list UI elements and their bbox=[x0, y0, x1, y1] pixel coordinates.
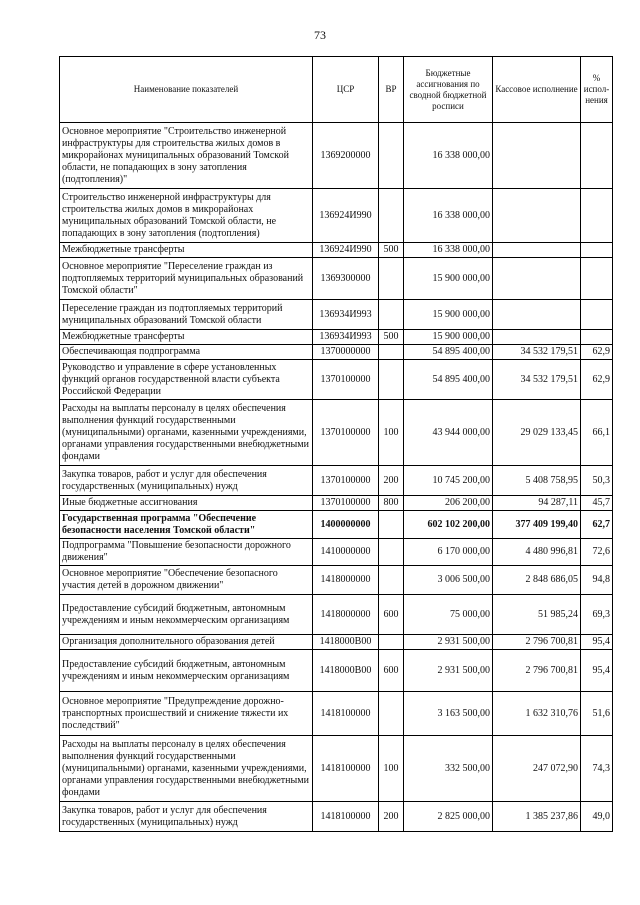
table-row bbox=[60, 736, 613, 802]
cell-budget: 16 338 000,00 bbox=[404, 189, 493, 243]
cell-name: Предоставление субсидий бюджетным, автономным учреждениям и иным некоммерческим организациям bbox=[60, 595, 313, 635]
cell-name: Расходы на выплаты персоналу в целях обеспечения выполнения функций государственными (муниципальными) органами, казенными учреждениями, органами управления государственными внебюджетными фондами bbox=[60, 736, 313, 802]
table-row bbox=[60, 300, 613, 330]
table-row bbox=[60, 345, 613, 360]
cell-vr bbox=[379, 345, 404, 360]
cell-name: Основное мероприятие "Предупреждение дорожно-транспортных происшествий и снижение тяжести их последствий" bbox=[60, 692, 313, 736]
table-row bbox=[60, 400, 613, 466]
table-row bbox=[60, 802, 613, 832]
table-row bbox=[60, 566, 613, 595]
cell-budget: 332 500,00 bbox=[404, 736, 493, 802]
cell-pct: 45,7 bbox=[581, 496, 613, 511]
cell-cash: 5 408 758,95 bbox=[493, 466, 581, 496]
cell-pct bbox=[581, 123, 613, 189]
cell-vr: 800 bbox=[379, 496, 404, 511]
cell-cash: 2 796 700,81 bbox=[493, 650, 581, 692]
cell-budget: 15 900 000,00 bbox=[404, 330, 493, 345]
cell-pct: 50,3 bbox=[581, 466, 613, 496]
cell-name: Руководство и управление в сфере установленных функций органов государственной власти субъекта Российской Федерации bbox=[60, 360, 313, 400]
cell-budget: 6 170 000,00 bbox=[404, 539, 493, 566]
table-row bbox=[60, 189, 613, 243]
cell-pct bbox=[581, 189, 613, 243]
cell-pct: 49,0 bbox=[581, 802, 613, 832]
cell-budget: 16 338 000,00 bbox=[404, 243, 493, 258]
cell-vr: 200 bbox=[379, 802, 404, 832]
cell-cash: 94 287,11 bbox=[493, 496, 581, 511]
table-body bbox=[60, 123, 613, 832]
cell-budget: 602 102 200,00 bbox=[404, 511, 493, 539]
cell-budget: 2 931 500,00 bbox=[404, 635, 493, 650]
cell-vr: 100 bbox=[379, 400, 404, 466]
cell-budget: 3 163 500,00 bbox=[404, 692, 493, 736]
cell-cash: 1 632 310,76 bbox=[493, 692, 581, 736]
cell-csr: 1370100000 bbox=[313, 400, 379, 466]
cell-vr bbox=[379, 360, 404, 400]
cell-name: Закупка товаров, работ и услуг для обеспечения государственных (муниципальных) нужд bbox=[60, 466, 313, 496]
cell-csr: 1418100000 bbox=[313, 692, 379, 736]
cell-vr bbox=[379, 189, 404, 243]
cell-vr bbox=[379, 692, 404, 736]
cell-csr: 1418000000 bbox=[313, 566, 379, 595]
cell-csr: 136924И990 bbox=[313, 189, 379, 243]
cell-csr: 1370100000 bbox=[313, 360, 379, 400]
cell-vr: 500 bbox=[379, 330, 404, 345]
cell-name: Межбюджетные трансферты bbox=[60, 330, 313, 345]
cell-vr bbox=[379, 258, 404, 300]
table-row bbox=[60, 511, 613, 539]
cell-pct bbox=[581, 300, 613, 330]
header-cash: Кассовое исполнение bbox=[493, 57, 581, 123]
cell-vr bbox=[379, 539, 404, 566]
cell-name: Предоставление субсидий бюджетным, автономным учреждениям и иным некоммерческим организациям bbox=[60, 650, 313, 692]
table-header-row bbox=[60, 57, 613, 123]
cell-budget: 2 931 500,00 bbox=[404, 650, 493, 692]
header-name: Наименование показателей bbox=[60, 57, 313, 123]
table-row bbox=[60, 330, 613, 345]
cell-name: Межбюджетные трансферты bbox=[60, 243, 313, 258]
cell-pct: 66,1 bbox=[581, 400, 613, 466]
cell-name: Организация дополнительного образования детей bbox=[60, 635, 313, 650]
cell-vr bbox=[379, 566, 404, 595]
cell-csr: 1418100000 bbox=[313, 736, 379, 802]
page-number: 73 bbox=[314, 28, 326, 42]
cell-pct bbox=[581, 243, 613, 258]
cell-csr: 136924И990 bbox=[313, 243, 379, 258]
cell-name: Основное мероприятие "Строительство инженерной инфраструктуры для строительства жилых домов в микрорайонах муниципальных образований Томской области, не попадающих в зону затопления (подтопления)" bbox=[60, 123, 313, 189]
cell-vr: 200 bbox=[379, 466, 404, 496]
cell-pct: 74,3 bbox=[581, 736, 613, 802]
cell-budget: 75 000,00 bbox=[404, 595, 493, 635]
cell-name: Основное мероприятие "Обеспечение безопасного участия детей в дорожном движении" bbox=[60, 566, 313, 595]
cell-name: Основное мероприятие "Переселение граждан из подтопляемых территорий муниципальных образований Томской области" bbox=[60, 258, 313, 300]
cell-pct: 95,4 bbox=[581, 635, 613, 650]
cell-vr: 100 bbox=[379, 736, 404, 802]
cell-cash: 51 985,24 bbox=[493, 595, 581, 635]
cell-cash: 1 385 237,86 bbox=[493, 802, 581, 832]
cell-cash: 2 796 700,81 bbox=[493, 635, 581, 650]
cell-vr: 600 bbox=[379, 595, 404, 635]
cell-cash bbox=[493, 123, 581, 189]
cell-csr: 1418000В00 bbox=[313, 650, 379, 692]
cell-budget: 54 895 400,00 bbox=[404, 360, 493, 400]
cell-vr bbox=[379, 123, 404, 189]
cell-csr: 1370100000 bbox=[313, 466, 379, 496]
cell-csr: 1370100000 bbox=[313, 496, 379, 511]
table-row bbox=[60, 650, 613, 692]
cell-pct: 72,6 bbox=[581, 539, 613, 566]
cell-budget: 2 825 000,00 bbox=[404, 802, 493, 832]
cell-budget: 54 895 400,00 bbox=[404, 345, 493, 360]
cell-cash: 377 409 199,40 bbox=[493, 511, 581, 539]
table-row bbox=[60, 258, 613, 300]
cell-pct bbox=[581, 258, 613, 300]
cell-name: Расходы на выплаты персоналу в целях обеспечения выполнения функций государственными (муниципальными) органами, казенными учреждениями, органами управления государственными внебюджетными фондами bbox=[60, 400, 313, 466]
cell-pct: 69,3 bbox=[581, 595, 613, 635]
cell-cash bbox=[493, 189, 581, 243]
table-row bbox=[60, 243, 613, 258]
cell-cash bbox=[493, 243, 581, 258]
header-vr: ВР bbox=[379, 57, 404, 123]
cell-pct: 62,7 bbox=[581, 511, 613, 539]
cell-csr: 1410000000 bbox=[313, 539, 379, 566]
cell-cash: 4 480 996,81 bbox=[493, 539, 581, 566]
cell-csr: 1418100000 bbox=[313, 802, 379, 832]
header-budget: Бюджетные ассигнования по сводной бюджетной росписи bbox=[404, 57, 493, 123]
cell-budget: 3 006 500,00 bbox=[404, 566, 493, 595]
table-row bbox=[60, 692, 613, 736]
cell-cash: 29 029 133,45 bbox=[493, 400, 581, 466]
table-row bbox=[60, 360, 613, 400]
cell-csr: 1369200000 bbox=[313, 123, 379, 189]
cell-name: Переселение граждан из подтопляемых территорий муниципальных образований Томской области bbox=[60, 300, 313, 330]
table-row bbox=[60, 595, 613, 635]
cell-budget: 16 338 000,00 bbox=[404, 123, 493, 189]
cell-pct: 95,4 bbox=[581, 650, 613, 692]
cell-pct bbox=[581, 330, 613, 345]
header-csr: ЦСР bbox=[313, 57, 379, 123]
cell-csr: 136934И993 bbox=[313, 330, 379, 345]
cell-cash bbox=[493, 300, 581, 330]
cell-csr: 1370000000 bbox=[313, 345, 379, 360]
cell-budget: 15 900 000,00 bbox=[404, 258, 493, 300]
cell-name: Закупка товаров, работ и услуг для обеспечения государственных (муниципальных) нужд bbox=[60, 802, 313, 832]
cell-budget: 10 745 200,00 bbox=[404, 466, 493, 496]
cell-cash bbox=[493, 258, 581, 300]
budget-table bbox=[59, 56, 613, 832]
table-row bbox=[60, 496, 613, 511]
cell-name: Иные бюджетные ассигнования bbox=[60, 496, 313, 511]
table-row bbox=[60, 466, 613, 496]
cell-name: Строительство инженерной инфраструктуры для строительства жилых домов в микрорайонах муниципальных образований Томской области, не попадающих в зону затопления (подтопления) bbox=[60, 189, 313, 243]
cell-csr: 1400000000 bbox=[313, 511, 379, 539]
cell-csr: 1369300000 bbox=[313, 258, 379, 300]
cell-cash bbox=[493, 330, 581, 345]
table-row bbox=[60, 123, 613, 189]
cell-name: Государственная программа "Обеспечение безопасности населения Томской области" bbox=[60, 511, 313, 539]
cell-csr: 1418000В00 bbox=[313, 635, 379, 650]
cell-csr: 1418000000 bbox=[313, 595, 379, 635]
cell-vr bbox=[379, 300, 404, 330]
cell-budget: 43 944 000,00 bbox=[404, 400, 493, 466]
cell-name: Обеспечивающая подпрограмма bbox=[60, 345, 313, 360]
cell-budget: 15 900 000,00 bbox=[404, 300, 493, 330]
cell-csr: 136934И993 bbox=[313, 300, 379, 330]
cell-pct: 51,6 bbox=[581, 692, 613, 736]
cell-budget: 206 200,00 bbox=[404, 496, 493, 511]
cell-cash: 2 848 686,05 bbox=[493, 566, 581, 595]
cell-pct: 62,9 bbox=[581, 360, 613, 400]
table-row bbox=[60, 539, 613, 566]
cell-vr bbox=[379, 635, 404, 650]
table-row bbox=[60, 635, 613, 650]
cell-pct: 62,9 bbox=[581, 345, 613, 360]
cell-vr bbox=[379, 511, 404, 539]
cell-name: Подпрограмма "Повышение безопасности дорожного движения" bbox=[60, 539, 313, 566]
cell-pct: 94,8 bbox=[581, 566, 613, 595]
cell-cash: 34 532 179,51 bbox=[493, 360, 581, 400]
cell-cash: 247 072,90 bbox=[493, 736, 581, 802]
header-pct: % испол-нения bbox=[581, 57, 613, 123]
cell-vr: 500 bbox=[379, 243, 404, 258]
cell-vr: 600 bbox=[379, 650, 404, 692]
cell-cash: 34 532 179,51 bbox=[493, 345, 581, 360]
